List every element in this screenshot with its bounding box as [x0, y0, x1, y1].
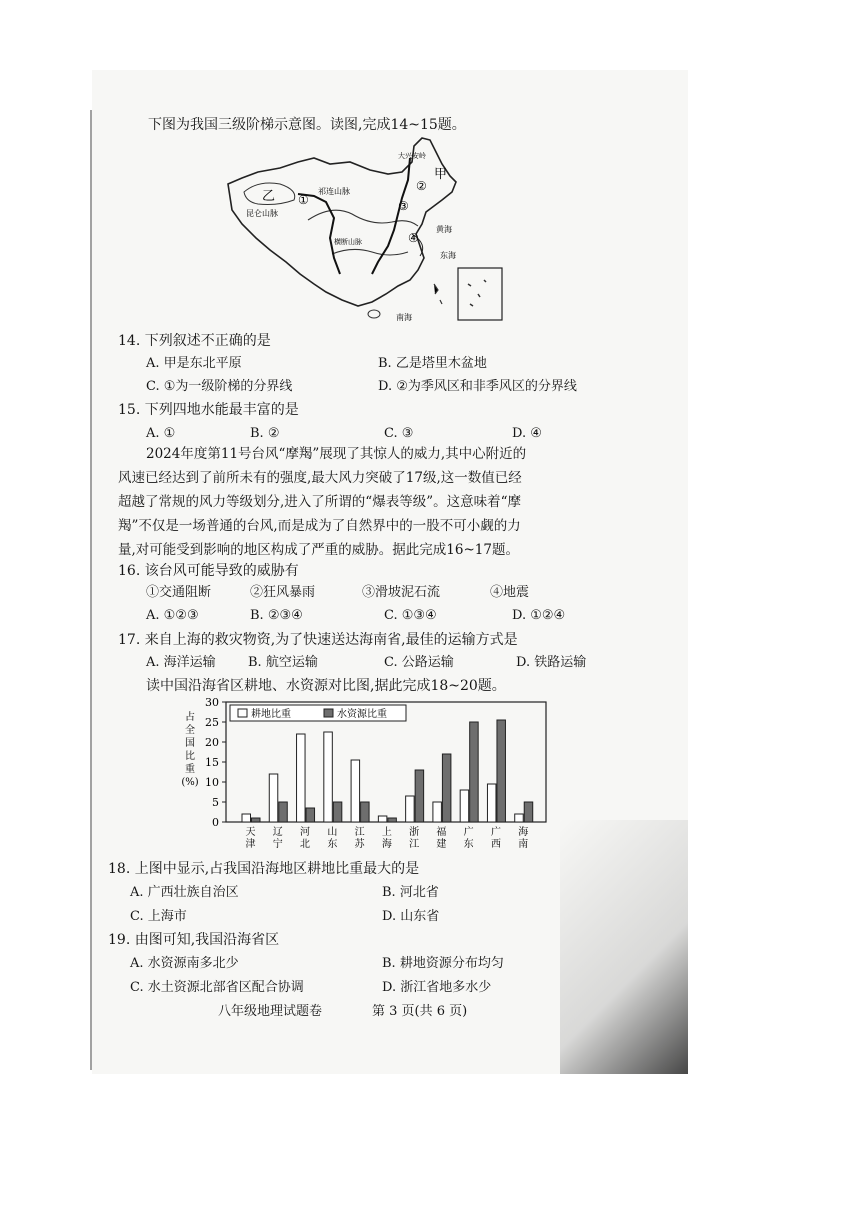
- y-tick-label: 0: [212, 816, 219, 829]
- q15-option-d: D. ④: [512, 426, 542, 441]
- q14-option-d: D. ②为季风区和非季风区的分界线: [378, 379, 577, 394]
- typhoon-passage-line-4: 羯”不仅是一场普通的台风,而是成为了自然界中的一股不可小觑的力: [118, 518, 521, 534]
- bar: [515, 814, 524, 822]
- map-label-yi: 乙: [262, 189, 276, 204]
- bar: [351, 760, 360, 822]
- map-label-nanhai: 南海: [396, 313, 412, 322]
- x-tick-label: 天: [245, 827, 256, 838]
- q18-option-d: D. 山东省: [382, 909, 440, 924]
- x-tick-label: 宁: [272, 839, 283, 850]
- y-axis-label-char: 重: [185, 764, 195, 775]
- x-tick-label: 江: [354, 827, 365, 838]
- bar: [306, 808, 315, 822]
- x-tick-label: 西: [490, 839, 501, 850]
- q16-item-3: ③滑坡泥石流: [362, 585, 441, 600]
- q15-stem: 15. 下列四地水能最丰富的是: [118, 402, 299, 418]
- map-label-donghai: 东海: [440, 251, 456, 260]
- q15-option-b: B. ②: [250, 426, 280, 441]
- q16-item-2: ②狂风暴雨: [250, 585, 316, 600]
- typhoon-passage-line-2: 风速已经达到了前所未有的强度,最大风力突破了17级,这一数值已经: [118, 470, 522, 486]
- x-tick-label: 江: [409, 839, 420, 850]
- q17-stem: 17. 来自上海的救灾物资,为了快速送达海南省,最佳的运输方式是: [118, 632, 518, 648]
- q15-option-c: C. ③: [384, 426, 414, 441]
- map-label-3: ③: [398, 199, 409, 213]
- q19-option-a: A. 水资源南多北少: [130, 956, 239, 971]
- q18-option-b: B. 河北省: [382, 885, 439, 900]
- y-tick-label: 20: [205, 736, 219, 749]
- q18-option-a: A. 广西壮族自治区: [130, 885, 239, 900]
- x-tick-label: 东: [463, 839, 474, 850]
- footer-page-number: 第 3 页(共 6 页): [372, 1004, 468, 1019]
- coastal-provinces-bar-chart: [170, 698, 560, 856]
- bar: [487, 784, 496, 822]
- q17-option-a: A. 海洋运输: [146, 655, 216, 670]
- q17-option-d: D. 铁路运输: [516, 655, 587, 670]
- footer-title: 八年级地理试题卷: [218, 1004, 323, 1019]
- q17-option-b: B. 航空运输: [248, 655, 318, 670]
- x-tick-label: 福: [436, 827, 447, 838]
- bar: [470, 722, 479, 822]
- x-tick-label: 河: [300, 827, 311, 838]
- x-tick-label: 苏: [354, 839, 365, 850]
- bar: [242, 814, 251, 822]
- q14-option-c: C. ①为一级阶梯的分界线: [146, 379, 293, 394]
- map-label-daxinganling: 大兴安岭: [398, 152, 426, 160]
- x-tick-label: 辽: [272, 827, 283, 838]
- legend-label: 水资源比重: [337, 709, 387, 720]
- binding-line: [90, 110, 92, 1070]
- q14-option-b: B. 乙是塔里木盆地: [378, 356, 487, 371]
- map-label-jia: 甲: [434, 167, 448, 182]
- map-label-4: ④: [408, 231, 419, 245]
- y-tick-label: 10: [205, 776, 219, 789]
- x-tick-label: 建: [436, 839, 447, 850]
- y-axis-label-char: 占: [185, 712, 195, 723]
- q15-option-a: A. ①: [146, 426, 176, 441]
- q19-stem: 19. 由图可知,我国沿海省区: [108, 932, 280, 948]
- y-tick-label: 15: [205, 756, 219, 769]
- q19-option-d: D. 浙江省地多水少: [382, 980, 492, 995]
- q18-stem: 18. 上图中显示,占我国沿海地区耕地比重最大的是: [108, 861, 420, 877]
- y-tick-label: 5: [212, 796, 219, 809]
- map-label-hengduan: 横断山脉: [334, 238, 362, 246]
- y-tick-label: 25: [205, 716, 219, 729]
- q16-item-4: ④地震: [490, 585, 530, 600]
- x-tick-label: 广: [463, 827, 474, 838]
- q16-item-1: ①交通阻断: [146, 585, 212, 600]
- x-tick-label: 东: [327, 839, 338, 850]
- y-axis-label-char: (%): [181, 777, 199, 788]
- x-tick-label: 海: [381, 839, 392, 850]
- bar: [269, 774, 278, 822]
- map-label-2: ②: [416, 179, 427, 193]
- x-tick-label: 海: [518, 827, 529, 838]
- y-tick-label: 30: [205, 698, 219, 709]
- bar: [442, 754, 451, 822]
- q19-option-b: B. 耕地资源分布均匀: [382, 956, 504, 971]
- typhoon-passage-line-5: 量,对可能受到影响的地区构成了严重的威胁。据此完成16~17题。: [118, 542, 519, 558]
- map-label-1: ①: [298, 193, 309, 207]
- x-tick-label: 北: [300, 839, 311, 850]
- x-tick-label: 浙: [409, 827, 420, 838]
- bar: [524, 802, 533, 822]
- q16-option-b: B. ②③④: [250, 608, 303, 623]
- bar: [378, 816, 387, 822]
- china-steps-map: [222, 134, 512, 326]
- bar: [388, 818, 397, 822]
- map-label-qilian: 祁连山脉: [318, 187, 350, 196]
- x-tick-label: 上: [381, 827, 392, 838]
- q16-option-c: C. ①③④: [384, 608, 437, 623]
- q14-stem: 14. 下列叙述不正确的是: [118, 333, 271, 349]
- y-axis-label-char: 全: [185, 725, 195, 736]
- bar: [252, 818, 261, 822]
- legend-swatch: [238, 709, 247, 717]
- bar: [297, 734, 306, 822]
- legend-label: 耕地比重: [251, 709, 291, 720]
- x-tick-label: 广: [490, 827, 501, 838]
- bar: [460, 790, 469, 822]
- typhoon-passage-line-1: 2024年度第11号台风“摩羯”展现了其惊人的威力,其中心附近的: [146, 446, 527, 462]
- map-label-kunlun: 昆仑山脉: [246, 209, 278, 218]
- q16-option-a: A. ①②③: [146, 608, 199, 623]
- q16-option-d: D. ①②④: [512, 608, 566, 623]
- chart-intro: 读中国沿海省区耕地、水资源对比图,据此完成18~20题。: [146, 678, 506, 694]
- y-axis-label-char: 比: [185, 751, 195, 762]
- y-axis-label-char: 国: [185, 738, 195, 749]
- map-intro: 下图为我国三级阶梯示意图。读图,完成14~15题。: [148, 117, 466, 133]
- q17-option-c: C. 公路运输: [384, 655, 454, 670]
- bar: [497, 720, 506, 822]
- bar: [415, 770, 424, 822]
- q18-option-c: C. 上海市: [130, 909, 187, 924]
- bar: [324, 732, 333, 822]
- x-tick-label: 津: [245, 839, 256, 850]
- q19-option-c: C. 水土资源北部省区配合协调: [130, 980, 304, 995]
- page-shadow: [560, 820, 688, 1074]
- bar: [279, 802, 288, 822]
- typhoon-passage-line-3: 超越了常规的风力等级划分,进入了所谓的“爆表等级”。这意味着“摩: [118, 494, 521, 510]
- q14-option-a: A. 甲是东北平原: [146, 356, 242, 371]
- bar: [361, 802, 370, 822]
- map-label-huanghai: 黄海: [436, 225, 452, 234]
- bar: [406, 796, 415, 822]
- x-tick-label: 南: [518, 839, 529, 850]
- bar: [433, 802, 442, 822]
- x-tick-label: 山: [327, 827, 338, 838]
- bar: [333, 802, 342, 822]
- q16-stem: 16. 该台风可能导致的威胁有: [118, 563, 299, 579]
- legend-swatch: [324, 709, 333, 717]
